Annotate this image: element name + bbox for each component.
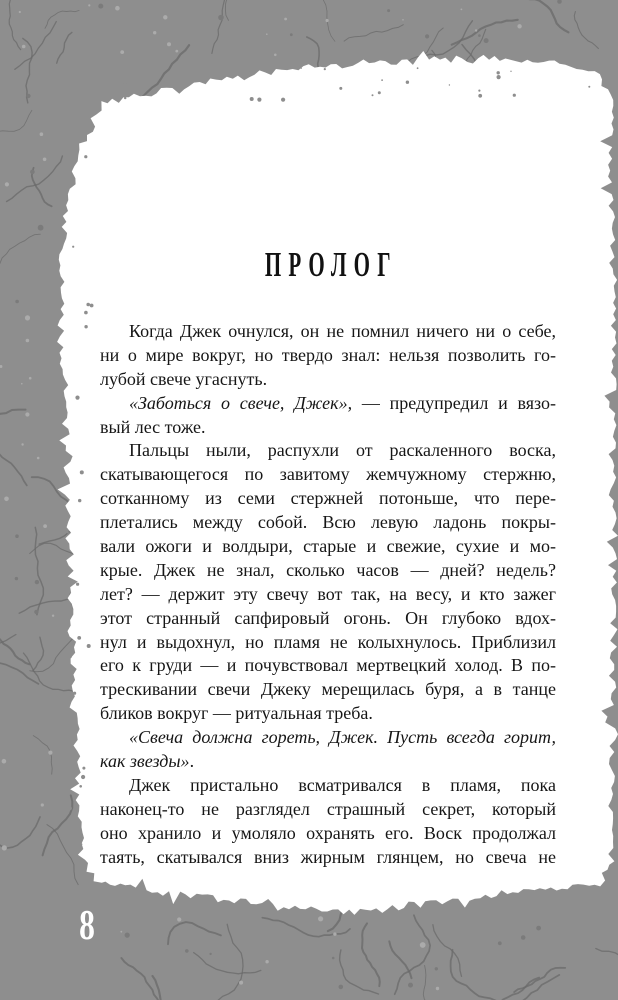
border-speck: [21, 443, 23, 445]
border-speck: [417, 67, 419, 69]
text-line: нул и выдохнул, но пламя не колыхнулось. Приблизил: [100, 631, 556, 652]
text-line: трескивании свечи Джеку мерещилась буря, а в танце: [100, 679, 556, 700]
border-speck: [38, 225, 44, 231]
text-line: вали ожоги и волдыри, старые и свежие, сухие и мо-: [100, 536, 556, 557]
text-span: — предупредил и вязо-: [352, 392, 557, 413]
border-speck: [74, 144, 77, 147]
chapter-title-container: [100, 243, 556, 287]
border-speck: [68, 655, 72, 659]
border-speck: [478, 94, 482, 98]
border-speck: [120, 931, 122, 933]
border-speck: [26, 339, 30, 343]
border-speck: [40, 132, 44, 136]
border-speck: [164, 81, 166, 83]
text-span: .: [189, 751, 195, 772]
border-speck: [167, 42, 171, 46]
italic-quote: «Заботься о свече, Джек»,: [129, 392, 353, 413]
border-speck: [90, 304, 94, 308]
border-speck: [484, 38, 489, 43]
border-speck: [78, 499, 81, 502]
paragraph: [100, 320, 556, 392]
border-speck: [435, 967, 438, 970]
border-speck: [209, 953, 211, 955]
border-speck: [72, 246, 74, 248]
text-line: Джек пристально всматривался в пламя, пока: [129, 774, 556, 795]
border-speck: [88, 4, 90, 6]
border-speck: [80, 470, 84, 474]
border-speck: [19, 11, 21, 13]
text-line: этот странный сапфировый огонь. Он глубоко вдох-: [100, 607, 556, 628]
border-speck: [86, 303, 90, 307]
border-speck: [77, 636, 81, 640]
border-speck: [124, 97, 126, 99]
border-speck: [274, 54, 277, 57]
border-speck: [4, 497, 9, 502]
border-speck: [2, 759, 7, 764]
border-speck: [52, 615, 54, 617]
border-speck: [84, 155, 87, 158]
text-line: вый лес тоже.: [100, 416, 206, 437]
border-speck: [68, 806, 72, 810]
border-speck: [248, 71, 249, 72]
border-speck: [84, 325, 87, 328]
border-speck: [513, 94, 516, 97]
border-speck: [115, 6, 120, 11]
text-line: [100, 750, 556, 774]
border-speck: [29, 377, 32, 380]
paragraph: [100, 774, 556, 870]
border-speck: [98, 4, 103, 9]
border-speck: [318, 916, 323, 921]
text-line: таять, скатывался вниз жирным глянцем, но свеча не: [100, 846, 556, 867]
border-speck: [77, 856, 78, 857]
border-speck: [67, 532, 69, 534]
text-line: ни о мире вокруг, но твердо знал: нельзя позволить го-: [100, 344, 556, 365]
text-line: «Свеча должна гореть, Джек. Пусть всегда горит,: [129, 727, 556, 748]
border-speck: [478, 90, 480, 92]
border-speck: [15, 300, 19, 304]
border-speck: [22, 45, 26, 49]
paragraph: [100, 392, 556, 440]
border-speck: [265, 960, 268, 963]
border-speck: [596, 67, 598, 69]
border-speck: [326, 19, 329, 22]
text-line: бликов вокруг — ритуальная треба.: [100, 703, 373, 724]
border-speck: [257, 98, 261, 102]
border-speck: [406, 81, 409, 84]
border-speck: [30, 170, 35, 175]
border-speck: [436, 987, 439, 990]
border-speck: [420, 942, 426, 948]
border-speck: [177, 917, 181, 921]
border-speck: [339, 87, 342, 90]
page-number: 8: [79, 903, 95, 949]
border-speck: [425, 34, 429, 38]
border-speck: [34, 610, 38, 614]
border-speck: [5, 182, 9, 186]
border-speck: [324, 68, 326, 70]
border-speck: [123, 80, 127, 84]
border-speck: [372, 94, 374, 96]
border-speck: [497, 71, 500, 74]
text-line: [100, 392, 556, 416]
border-speck: [510, 71, 511, 72]
border-speck: [521, 935, 526, 940]
border-speck: [290, 33, 293, 36]
border-speck: [239, 981, 243, 985]
border-speck: [120, 50, 124, 54]
border-speck: [218, 15, 224, 21]
border-speck: [48, 751, 52, 755]
text-line: Когда Джек очнулся, он не помнил ничего ни о себе,: [129, 321, 556, 341]
border-speck: [284, 18, 287, 21]
border-speck: [21, 383, 23, 385]
text-line: плетались между собой. Всю левую ладонь покры-: [100, 512, 556, 533]
body-text: [100, 320, 556, 869]
border-speck: [82, 767, 85, 770]
border-speck: [408, 983, 413, 988]
border-speck: [73, 692, 76, 695]
border-speck: [339, 985, 344, 990]
text-line: лет? — держит эту свечу вот так, на весу, и кто зажег: [100, 583, 556, 604]
border-speck: [449, 84, 450, 85]
paragraph: [100, 726, 556, 774]
border-speck: [25, 315, 30, 320]
border-speck: [163, 15, 167, 19]
border-speck: [87, 644, 91, 648]
border-speck: [250, 97, 254, 101]
border-speck: [333, 932, 336, 935]
border-speck: [37, 457, 40, 460]
border-speck: [475, 29, 477, 31]
border-speck: [387, 9, 390, 12]
border-speck: [79, 785, 82, 788]
border-speck: [75, 396, 79, 400]
border-speck: [84, 311, 88, 315]
border-speck: [2, 845, 7, 850]
border-speck: [26, 94, 30, 98]
text-line: сотканному из семи стержней потоньше, что пере-: [100, 488, 556, 509]
border-speck: [153, 31, 156, 34]
text-line: его к груди — и почувствовал мертвецкий холод. В по-: [100, 655, 556, 676]
border-speck: [498, 941, 502, 945]
border-speck: [175, 50, 178, 53]
border-speck: [266, 33, 268, 35]
border-speck: [461, 9, 463, 11]
border-speck: [588, 86, 590, 88]
chapter-title: ПРОЛОГ: [265, 245, 399, 284]
border-speck: [35, 580, 39, 584]
border-speck: [86, 126, 89, 129]
border-speck: [171, 78, 175, 82]
border-speck: [66, 453, 69, 456]
border-speck: [536, 926, 541, 931]
border-speck: [517, 24, 521, 28]
border-speck: [381, 79, 383, 81]
border-speck: [378, 91, 381, 94]
border-speck: [478, 34, 481, 37]
border-speck: [25, 412, 29, 416]
border-speck: [43, 524, 47, 528]
border-speck: [402, 19, 404, 21]
border-speck: [185, 949, 189, 953]
border-speck: [41, 803, 44, 806]
italic-quote: как звезды»: [100, 751, 190, 772]
border-speck: [81, 775, 85, 779]
text-line: Пальцы ныли, распухли от раскаленного воска,: [129, 440, 556, 461]
border-speck: [76, 583, 79, 586]
border-speck: [68, 113, 71, 116]
border-speck: [332, 957, 335, 960]
border-speck: [281, 98, 285, 102]
text-line: крые. Джек не знал, сколько часов — дней? недель?: [100, 559, 556, 580]
border-speck: [15, 534, 19, 538]
text-line: лубой свече угаснуть.: [100, 368, 268, 389]
border-speck: [43, 158, 47, 162]
border-speck: [497, 75, 501, 79]
paragraph: [100, 439, 556, 726]
border-speck: [301, 68, 302, 69]
border-speck: [63, 193, 65, 195]
text-line: скатывающегося по завитому жемчужному стержню,: [100, 464, 556, 485]
border-speck: [108, 78, 112, 82]
text-line: наконец-то не разглядел страшный секрет, который: [100, 798, 556, 819]
border-speck: [125, 933, 130, 938]
border-speck: [80, 843, 82, 845]
border-speck: [15, 577, 18, 580]
text-line: оно хранило и умоляло охранять его. Воск продолжал: [100, 822, 556, 843]
